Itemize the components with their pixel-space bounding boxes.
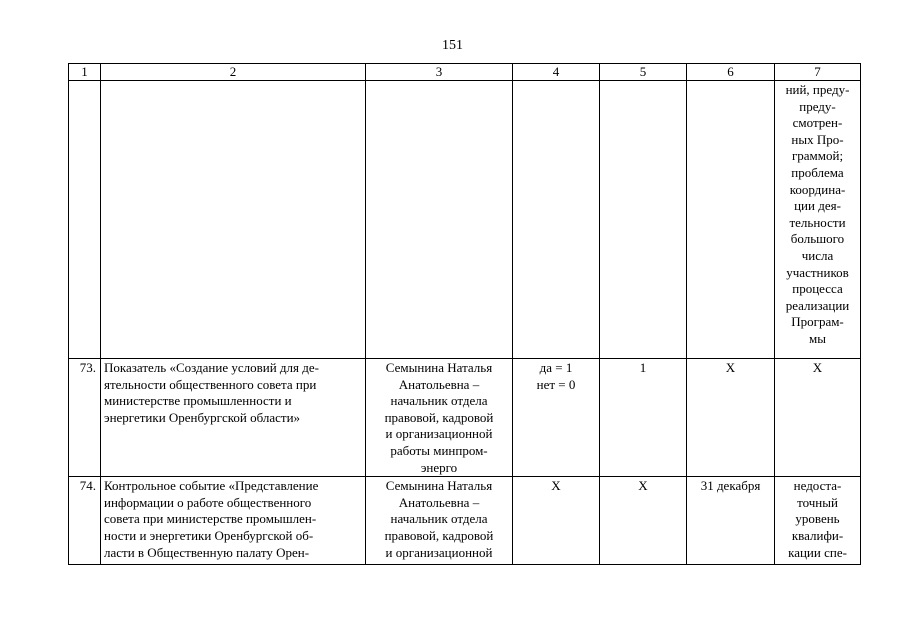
description-cell bbox=[101, 81, 366, 359]
header-cell-7: 7 bbox=[775, 64, 861, 81]
row-number-cell: 73. bbox=[69, 359, 101, 477]
column-5-cell: Х bbox=[600, 477, 687, 565]
table-row-74 bbox=[69, 477, 861, 565]
table-header-row bbox=[69, 64, 861, 81]
description-cell: Контрольное событие «Представление информации о работе общественного совета при министерстве промышлен- ности и энергетики Оренбургской об- ласти в Общественную палату Орен- bbox=[101, 477, 366, 565]
table-row-73 bbox=[69, 359, 861, 477]
row-number-cell bbox=[69, 81, 101, 359]
risk-cell: недоста- точный уровень квалифи- кации спе- bbox=[775, 477, 861, 565]
risk-cell: ний, преду- преду- смотрен- ных Про- граммой; проблема координа- ции дея- тельности большого числа участников процесса реализации Програм- мы bbox=[775, 81, 861, 359]
header-cell-4: 4 bbox=[513, 64, 600, 81]
column-4-cell bbox=[513, 81, 600, 359]
description-cell: Показатель «Создание условий для де- ятельности общественного совета при министерстве промышленности и энергетики Оренбургской области» bbox=[101, 359, 366, 477]
responsible-cell: Семынина Наталья Анатольевна – начальник отдела правовой, кадровой и организационной bbox=[366, 477, 513, 565]
column-6-cell bbox=[687, 81, 775, 359]
header-cell-3: 3 bbox=[366, 64, 513, 81]
header-cell-6: 6 bbox=[687, 64, 775, 81]
column-6-cell: 31 декабря bbox=[687, 477, 775, 565]
table-row-continuation bbox=[69, 81, 861, 359]
page-number: 151 bbox=[442, 38, 463, 53]
column-5-cell: 1 bbox=[600, 359, 687, 477]
risk-cell: Х bbox=[775, 359, 861, 477]
column-6-cell: Х bbox=[687, 359, 775, 477]
header-cell-5: 5 bbox=[600, 64, 687, 81]
header-cell-2: 2 bbox=[101, 64, 366, 81]
column-5-cell bbox=[600, 81, 687, 359]
responsible-cell: Семынина Наталья Анатольевна – начальник отдела правовой, кадровой и организационной работы минпром- энерго bbox=[366, 359, 513, 477]
header-cell-1: 1 bbox=[69, 64, 101, 81]
column-4-cell: Х bbox=[513, 477, 600, 565]
row-number-cell: 74. bbox=[69, 477, 101, 565]
activity-table bbox=[68, 63, 861, 565]
responsible-cell bbox=[366, 81, 513, 359]
column-4-cell: да = 1 нет = 0 bbox=[513, 359, 600, 477]
